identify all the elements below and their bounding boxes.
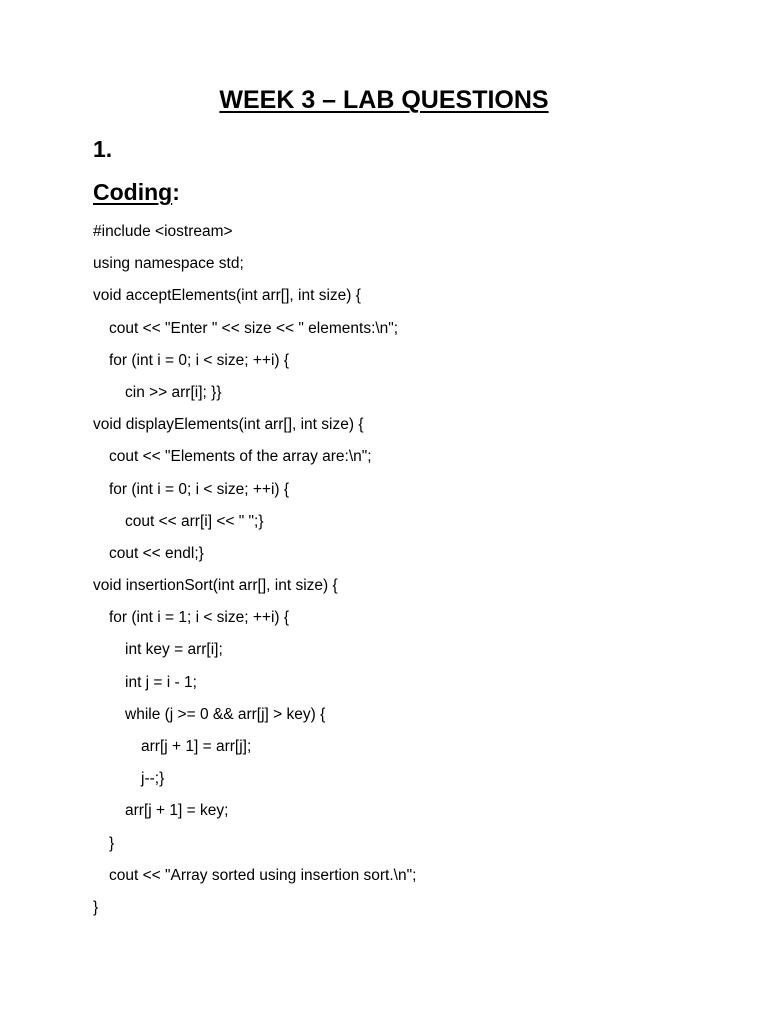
code-line: arr[j + 1] = key; [125,802,229,820]
code-line: cin >> arr[i]; }} [125,383,222,401]
code-line: cout << endl;} [109,544,204,562]
code-line: cout << "Elements of the array are:\n"; [109,448,372,466]
code-line: for (int i = 0; i < size; ++i) { [109,351,290,369]
code-line: #include <iostream> [93,223,233,240]
code-line: int key = arr[i]; [125,641,223,659]
code-line: int j = i - 1; [125,673,197,691]
code-line: for (int i = 1; i < size; ++i) { [109,609,290,627]
code-line: void displayElements(int arr[], int size) { [93,416,364,434]
code-line: void insertionSort(int arr[], int size) { [93,577,338,595]
page-title-text: WEEK 3 – LAB QUESTIONS [219,86,549,114]
code-line: using namespace std; [93,255,244,273]
section-heading-text: Coding [93,179,173,205]
code-line: void acceptElements(int arr[], int size) { [93,287,361,305]
code-line: } [93,898,99,916]
code-line: arr[j + 1] = arr[j]; [141,738,252,755]
code-line: while (j >= 0 && arr[j] > key) { [125,705,326,723]
section-heading-colon: : [172,179,180,205]
code-line: j--;} [141,770,165,788]
question-number: 1. [93,136,113,162]
section-heading [93,179,180,206]
page-title [0,86,768,115]
code-block [93,216,733,924]
code-line: } [109,834,115,852]
code-line: cout << arr[i] << " ";} [125,512,264,530]
code-line: for (int i = 0; i < size; ++i) { [109,480,290,498]
code-line: cout << "Array sorted using insertion sort.\n"; [109,866,417,884]
code-line: cout << "Enter " << size << " elements:\n"; [109,319,399,337]
